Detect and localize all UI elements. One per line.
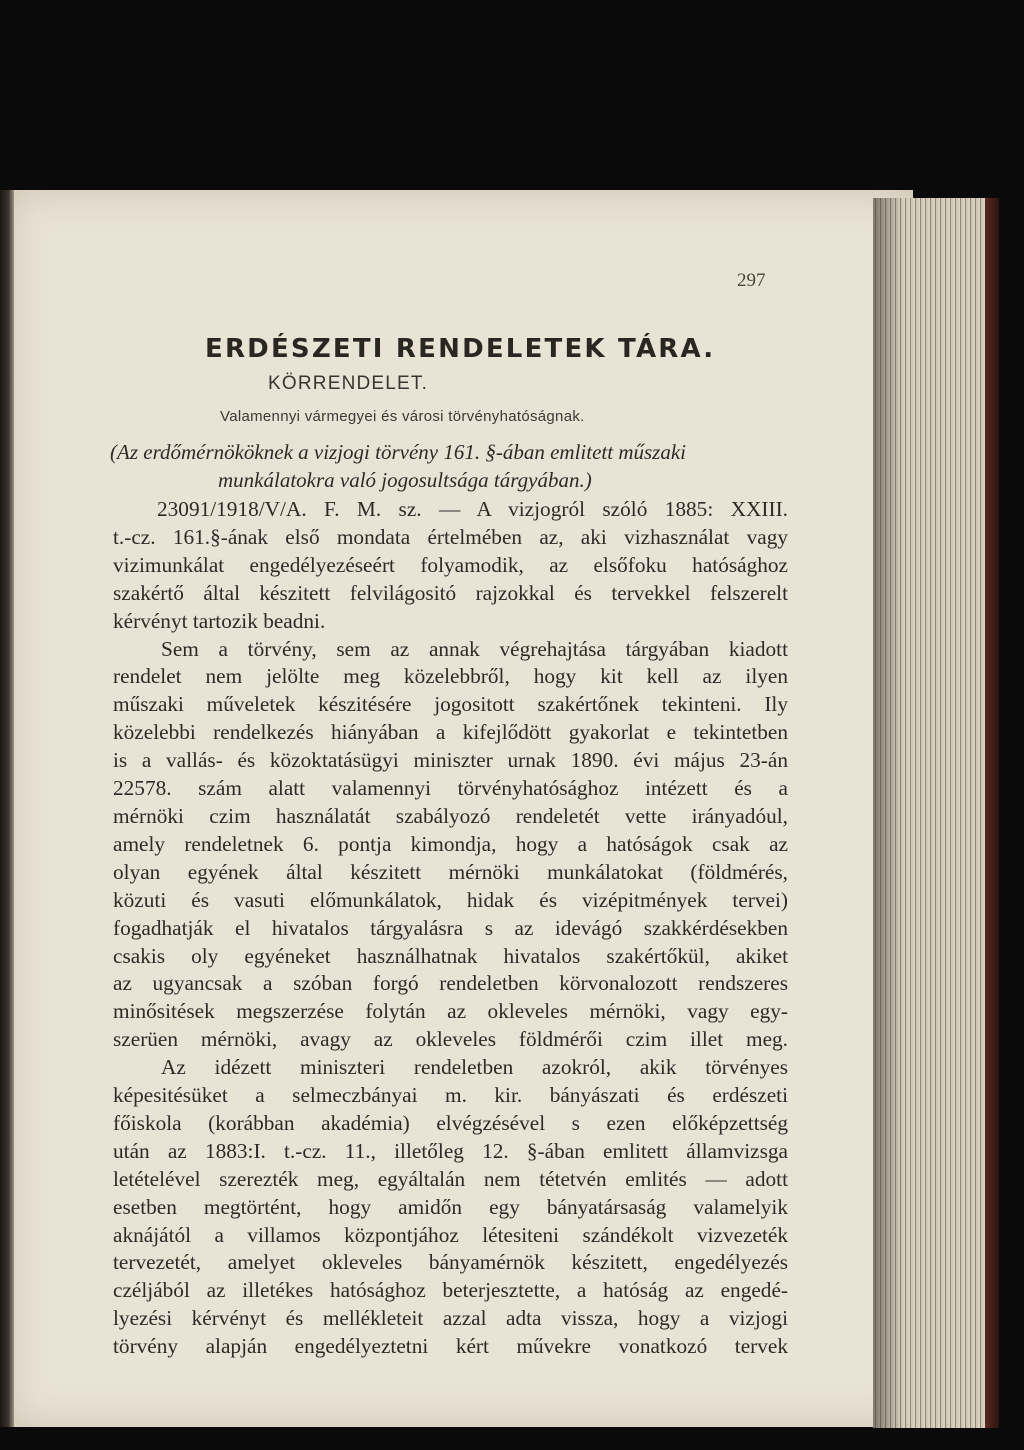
subject-line-1: (Az erdőmérnököknek a vizjogi törvény 161. §-ában emlitett műszaki xyxy=(110,440,687,464)
body-line: műszaki műveletek készitésére jogositott szakértőnek tekinteni. Ily xyxy=(113,692,788,717)
body-line: közuti és vasuti előmunkálatok, hidak és vizépitmények tervei) xyxy=(113,887,788,912)
body-line: főiskola (korábban akadémia) elvégzésével s ezen előképzettség xyxy=(113,1110,788,1135)
body-line: tervezetét, amelyet okleveles bányamérnök készitett, engedélyezés xyxy=(113,1250,788,1275)
body-line: lyezési kérvényt és mellékleteit azzal adta vissza, hogy a vizjogi xyxy=(113,1306,788,1331)
book-cover-edge xyxy=(985,198,999,1428)
body-line: vizimunkálat engedélyezéseért folyamodik, az elsőfoku hatósághoz xyxy=(113,552,788,577)
page-title: ERDÉSZETI RENDELETEK TÁRA. xyxy=(205,334,716,364)
body-line: után az 1883:I. t.-cz. 11., illetőleg 12. §-ában emlitett államvizsga xyxy=(113,1138,788,1163)
body-line: képesitésüket a selmeczbányai m. kir. bányászati és erdészeti xyxy=(113,1083,788,1108)
page-number: 297 xyxy=(737,270,766,291)
body-line: mérnöki czim használatát szabályozó rendeletét vette irányadóul, xyxy=(113,803,788,828)
body-line: letételével szerezték meg, egyáltalán nem tétetvén emlités — adott xyxy=(113,1166,788,1191)
book-spine xyxy=(0,190,14,1427)
body-line: törvény alapján engedélyeztetni kért művekre vonatkozó tervek xyxy=(113,1334,788,1359)
document-type: KÖRRENDELET. xyxy=(268,373,429,394)
addressee-line: Valamennyi vármegyei és városi törvényhatóságnak. xyxy=(220,408,585,425)
body-line: az ugyancsak a szóban forgó rendeletben körvonalozott rendszeres xyxy=(113,971,788,996)
subject-heading xyxy=(110,438,800,494)
body-line: 22578. szám alatt valamennyi törvényhatósághoz intézett és a xyxy=(113,776,788,801)
body-text xyxy=(113,496,788,1361)
subject-line-2: munkálatokra való jogosultsága tárgyában.) xyxy=(218,468,592,492)
body-line: amely rendeletnek 6. pontja kimondja, hogy a hatóságok csak az xyxy=(113,831,788,856)
body-line: fogadhatják el hivatalos tárgyalásra s az idevágó szakkérdésekben xyxy=(113,915,788,940)
page-edge-shadow xyxy=(873,198,903,1428)
body-line: minősitések megszerzése folytán az okleveles mérnöki, vagy egy- xyxy=(113,999,788,1024)
body-line: t.-cz. 161.§-ának első mondata értelmében az, aki vizhasználat vagy xyxy=(113,524,788,549)
body-line: esetben megtörtént, hogy amidőn egy bányatársaság valamelyik xyxy=(113,1194,788,1219)
body-line: szerüen mérnöki, avagy az okleveles földmérői czim illet meg. xyxy=(113,1027,788,1052)
body-line: rendelet nem jelölte meg közelebbről, hogy kit kell az ilyen xyxy=(113,664,788,689)
body-line: 23091/1918/V/A. F. M. sz. — A vizjogról szóló 1885: XXIII. xyxy=(157,497,788,521)
body-line: közelebbi rendelkezés hiányában a kifejlődött gyakorlat e tekintetben xyxy=(113,720,788,745)
body-line: czéljából az illetékes hatósághoz beterjesztette, a hatóság az engedé- xyxy=(113,1278,788,1303)
body-line: kérvényt tartozik beadni. xyxy=(113,608,326,633)
body-line: aknájától a villamos központjához létesiteni szándékolt vizvezeték xyxy=(113,1222,788,1247)
body-line: szakértő által készitett felvilágositó rajzokkal és tervekkel felszerelt xyxy=(113,580,788,605)
body-line: Sem a törvény, sem az annak végrehajtása tárgyában kiadott xyxy=(161,636,788,661)
body-line: csakis oly egyéneket használhatnak hivatalos szakértőkül, akiket xyxy=(113,943,788,968)
body-line: Az idézett miniszteri rendeletben azokról, akik törvényes xyxy=(161,1055,788,1080)
body-line: olyan egyének által készitett mérnöki munkálatokat (földmérés, xyxy=(113,859,788,884)
body-line: is a vallás- és közoktatásügyi miniszter urnak 1890. évi május 23-án xyxy=(113,748,788,773)
